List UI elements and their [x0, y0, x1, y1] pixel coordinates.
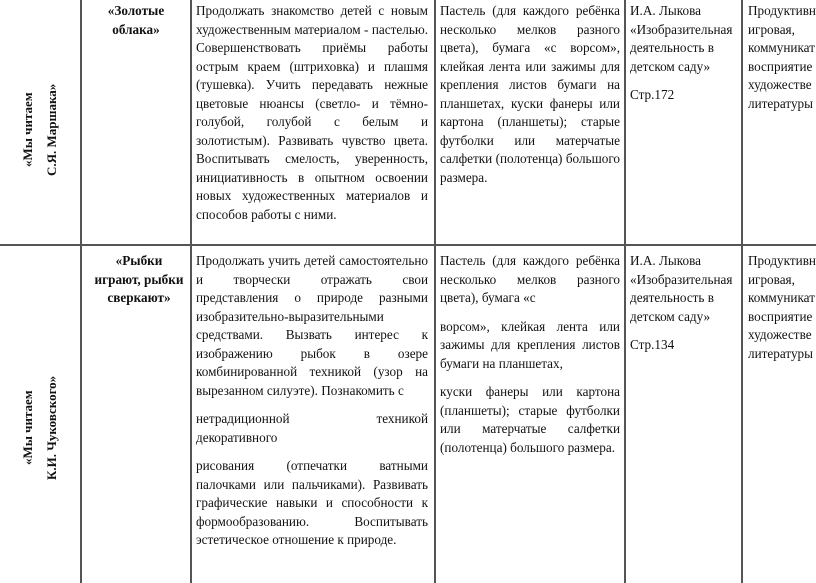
lesson-title: «Рыбки играют, рыбки сверкают» [94, 253, 184, 305]
lesson-materials: Пастель (для каждого ребёнка несколько мелков разного цвета), бумага «с ворсом», клейкая лента или зажимы для крепления листов бумаги на планшетах, куски фанеры или картона (планшеты); старые футболки или матерчатые салфетки (полотенца) большого размера. [440, 3, 620, 185]
lesson-title: «Золотые облака» [107, 3, 165, 37]
materials-paragraph: куски фанеры или картона (планшеты); старые футболки или матерчатые салфетки (полотенца) большого размера. [440, 384, 620, 455]
materials-paragraph: Пастель (для каждого ребёнка несколько мелков разного цвета), бумага «с [440, 253, 620, 305]
materials-paragraph: ворсом», клейкая лента или зажимы для крепления листов бумаги на планшетах, [440, 318, 620, 371]
column-divider [80, 0, 82, 583]
column-divider [434, 0, 436, 583]
activity-line: коммуникат [748, 290, 815, 305]
lesson-goals [196, 252, 428, 550]
activity-line: литературы [748, 95, 813, 111]
topic-line-1: «Мы читаем [20, 390, 35, 465]
row-topic [16, 60, 64, 200]
column-divider [190, 0, 192, 583]
activity-line: восприятие [748, 58, 813, 74]
column-divider [624, 0, 626, 583]
goals-paragraph: рисования (отпечатки ватными палочками или пальчиками). Развивать графические навыки и способности к формообразованию. Воспитывать эстетическое отношение к природе. [196, 458, 428, 547]
activity-line: художестве [748, 327, 812, 342]
goals-paragraph: нетрадиционной техникой декоративного [196, 411, 428, 445]
page-reference: Стр.134 [630, 337, 675, 352]
lesson-goals: Продолжать знакомство детей с новым художественным материалом - пастелью. Совершенствовать приёмы работы острым краем (штриховка) и плашмя (тушевка). Учить передавать нежные цветовые нюансы (светло- и тёмно-голубой, голубой с белым и золотистым). Развивать чувство цвета. Воспитывать смелость, уверенность, инициативность в опытном освоении новых художественных материалов и способов работы с ними. [196, 3, 428, 222]
activity-line: восприятие [748, 308, 813, 324]
literature-cell [630, 2, 740, 105]
literature-reference: И.А. Лыкова «Изобразительная деятельность в детском саду» [630, 3, 733, 74]
literature-reference: И.А. Лыкова «Изобразительная деятельность в детском саду» [630, 253, 733, 324]
activity-line: художестве [748, 77, 812, 92]
activity-line: игровая, [748, 21, 795, 37]
activity-types [748, 252, 816, 363]
row-divider [0, 244, 816, 246]
page-reference: Стр.172 [630, 87, 675, 102]
activity-line: литературы [748, 345, 813, 361]
activity-line: коммуникат [748, 40, 815, 55]
topic-line-2: К.И. Чуковского» [44, 375, 59, 480]
activity-line: Продуктивн [748, 253, 816, 268]
activity-types [748, 2, 816, 113]
activity-line: Продуктивн [748, 3, 816, 18]
lesson-materials [440, 252, 620, 457]
topic-line-1: «Мы читаем [20, 92, 35, 168]
activity-line: игровая, [748, 271, 795, 287]
topic-line-2: С.Я. Маршака» [44, 83, 59, 177]
goals-paragraph: Продолжать учить детей самостоятельно и творчески отражать свои представления о природе разными изобразительно-выразительными средствами. Вызвать интерес к изображению рыбок в озере комбинированной техникой (узор на вырезанном силуэте). Познакомить с [196, 253, 428, 398]
row-topic [16, 340, 64, 515]
literature-cell [630, 252, 740, 355]
column-divider [741, 0, 743, 583]
